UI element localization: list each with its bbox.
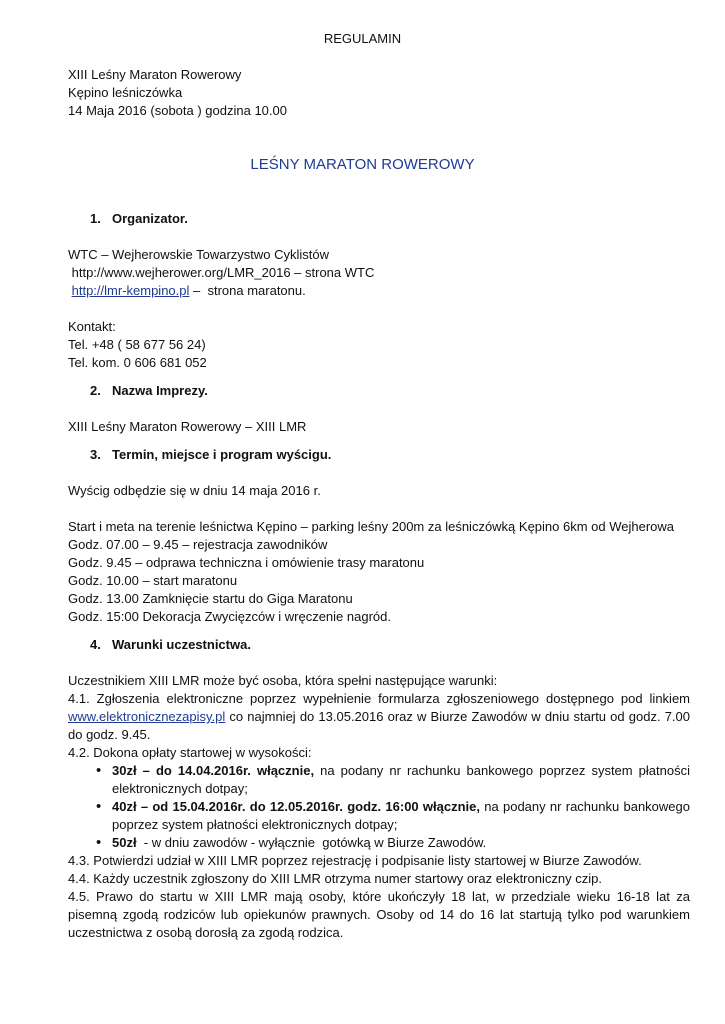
fee-details: - w dniu zawodów - wyłącznie gotówką w Biurze Zawodów.	[136, 835, 487, 850]
document-title: REGULAMIN	[323, 31, 402, 46]
conditions-intro: Uczestnikiem XIII LMR może być osoba, która spełni następujące warunki:	[68, 673, 498, 688]
main-heading: LEŚNY MARATON ROWEROWY	[250, 156, 475, 173]
schedule-line: Godz. 9.45 – odprawa techniczna i omówienie trasy maratonu	[68, 555, 425, 570]
section-3-title: Termin, miejsce i program wyścigu.	[112, 447, 332, 462]
section-4-heading	[68, 636, 725, 654]
race-website-link[interactable]: http://lmr-kempino.pl	[71, 283, 190, 298]
fee-details: na podany nr rachunku bankowego poprzez system płatności elektronicznych dotpay;	[112, 799, 690, 832]
section-4-number: 4.	[90, 637, 101, 652]
schedule-line: Godz. 07.00 – 9.45 – rejestracja zawodników	[68, 537, 328, 552]
fee-item	[90, 762, 690, 798]
section-1-number: 1.	[90, 211, 101, 226]
fee-item	[90, 834, 690, 852]
schedule-line: Godz. 13.00 Zamknięcie startu do Giga Maratonu	[68, 591, 353, 606]
organizer-name: WTC – Wejherowskie Towarzystwo Cyklistów	[68, 247, 330, 262]
contact-mobile: Tel. kom. 0 606 681 052	[68, 355, 207, 370]
contact-phone: Tel. +48 ( 58 677 56 24)	[68, 337, 206, 352]
event-location: Kępino leśniczówka	[68, 85, 183, 100]
condition-4-1	[68, 690, 690, 744]
event-full-name: XIII Leśny Maraton Rowerowy – XIII LMR	[68, 419, 307, 434]
fee-item	[90, 798, 690, 834]
section-3-number: 3.	[90, 447, 101, 462]
contact-label: Kontakt:	[68, 319, 116, 334]
race-date-line: Wyścig odbędzie się w dniu 14 maja 2016 r.	[68, 483, 321, 498]
fee-list	[68, 762, 690, 852]
event-name: XIII Leśny Maraton Rowerowy	[68, 67, 242, 82]
race-url-suffix: – strona maratonu.	[189, 283, 306, 298]
section-2-number: 2.	[90, 383, 101, 398]
section-2-heading	[68, 382, 725, 400]
fee-amount: 40zł – od 15.04.2016r. do 12.05.2016r. godz. 16:00 włącznie,	[112, 799, 480, 814]
fee-details: na podany nr rachunku bankowego poprzez system płatności elektronicznych dotpay;	[112, 763, 690, 796]
section-2-title: Nazwa Imprezy.	[112, 383, 208, 398]
section-3-heading	[68, 446, 725, 464]
schedule-line: Godz. 15:00 Dekoracja Zwycięzców i wręczenie nagród.	[68, 609, 391, 624]
fee-amount: 30zł – do 14.04.2016r. włącznie,	[112, 763, 315, 778]
section-1-title: Organizator.	[112, 211, 188, 226]
race-url-line	[68, 282, 725, 300]
condition-4-5: 4.5. Prawo do startu w XIII LMR mają osoby, które ukończyły 18 lat, w przedziale wieku 16-18 lat za pisemną zgodą rodziców lub opiekunów prawnych. Osoby od 14 do 16 lat startują tylko pod warunkiem uczestnictwa z osobą dorosłą za zgodą rodzica.	[68, 889, 690, 940]
section-4-title: Warunki uczestnictwa.	[112, 637, 251, 652]
condition-4-1-rest: co najmniej do 13.05.2016 oraz w Biurze Zawodów w dniu startu od godz. 7.00 do godz. 9.45.	[68, 709, 690, 742]
organizer-url: http://www.wejherower.org/LMR_2016 – strona WTC	[68, 265, 375, 280]
section-1-heading	[68, 210, 725, 228]
schedule-line: Start i meta na terenie leśnictwa Kępino – parking leśny 200m za leśniczówką Kępino 6km od Wejherowa	[68, 519, 675, 534]
fee-amount: 50zł	[112, 835, 137, 850]
condition-4-2: 4.2. Dokona opłaty startowej w wysokości:	[68, 745, 312, 760]
condition-4-1-text: 4.1. Zgłoszenia elektroniczne poprzez wypełnienie formularza zgłoszeniowego dostępnego pod linkiem	[68, 691, 690, 706]
registration-link[interactable]: www.elektronicznezapisy.pl	[68, 709, 226, 724]
condition-4-4: 4.4. Każdy uczestnik zgłoszony do XIII LMR otrzyma numer startowy oraz elektroniczny czip.	[68, 871, 602, 886]
condition-4-3: 4.3. Potwierdzi udział w XIII LMR poprzez rejestrację i podpisanie listy startowej w Biurze Zawodów.	[68, 853, 642, 868]
event-date: 14 Maja 2016 (sobota ) godzina 10.00	[68, 103, 287, 118]
schedule-line: Godz. 10.00 – start maratonu	[68, 573, 238, 588]
